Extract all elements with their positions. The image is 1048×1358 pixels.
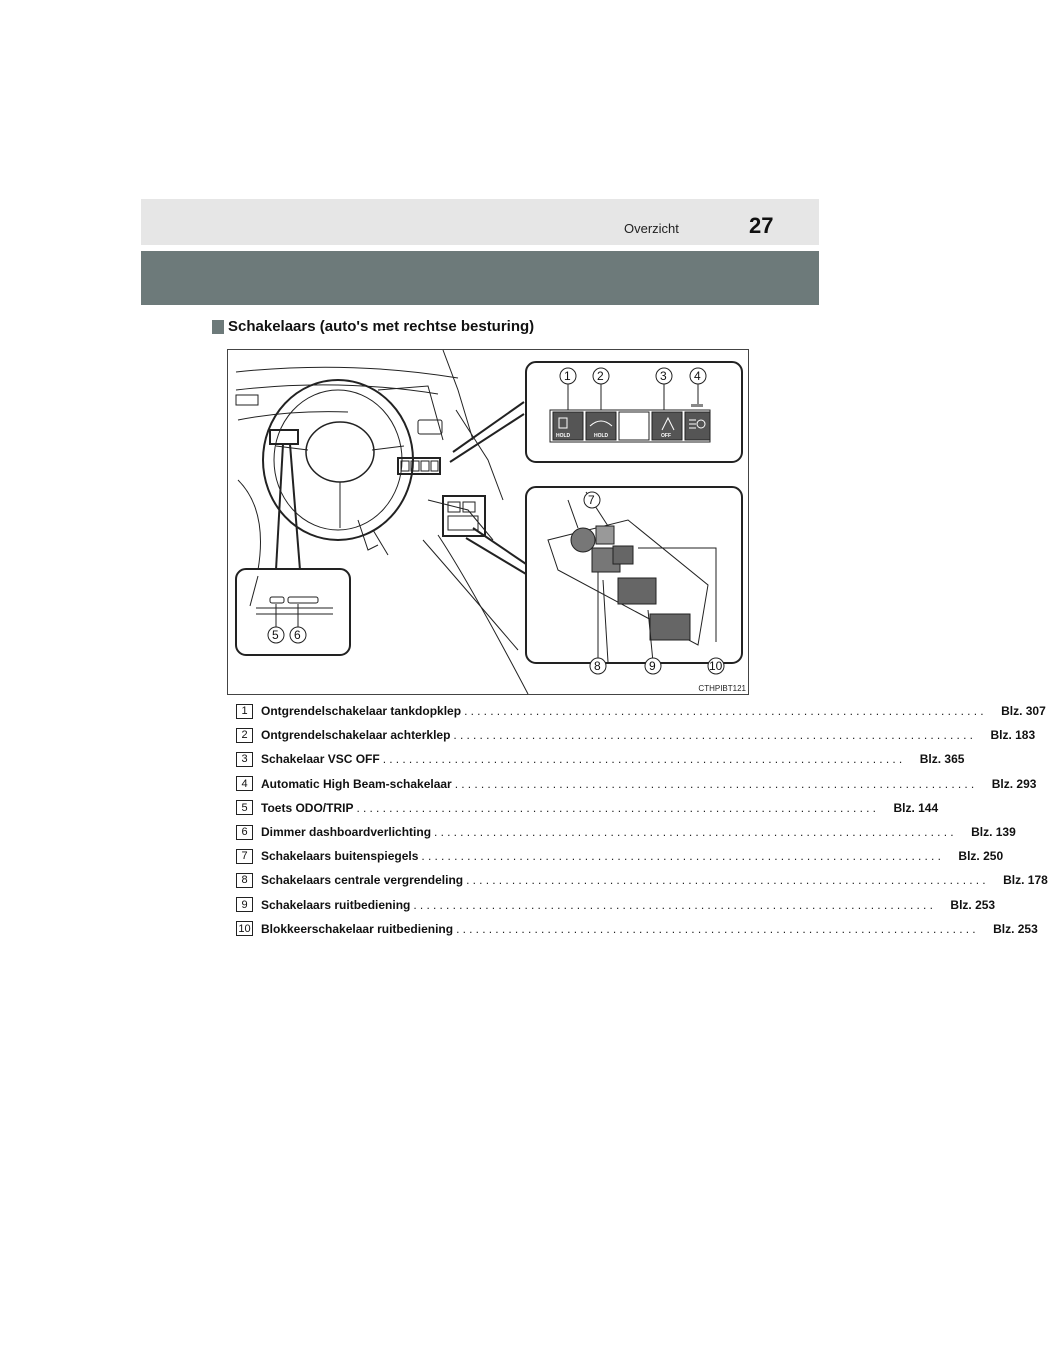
legend-number: 6	[236, 825, 253, 840]
leader-dots: ................................................................................	[454, 776, 978, 791]
callout-3	[656, 368, 672, 384]
callout-5	[268, 627, 284, 643]
dash-line	[238, 480, 261, 570]
switch	[421, 461, 429, 471]
page-reference[interactable]: Blz. 144	[893, 800, 939, 815]
leader-dots: ................................................................................	[421, 849, 945, 864]
off-label: OFF	[661, 433, 671, 439]
header-band	[141, 199, 819, 245]
connector-line	[450, 414, 524, 462]
legend-number: 5	[236, 800, 253, 815]
leader-dots: ................................................................................	[356, 800, 880, 815]
steering-wheel	[263, 380, 413, 540]
svg-text:7: 7	[588, 493, 595, 507]
callout-10	[708, 658, 724, 674]
callout-1	[560, 368, 576, 384]
inset-door-panel	[526, 487, 742, 663]
svg-text:4: 4	[694, 369, 701, 383]
legend-number: 4	[236, 776, 253, 791]
page-reference[interactable]: Blz. 253	[950, 897, 996, 912]
cluster-switch-box	[270, 430, 298, 444]
leader-dots: ................................................................................	[464, 704, 987, 719]
svg-text:9: 9	[649, 659, 656, 673]
legend-item	[236, 844, 1004, 868]
hold-label-2: HOLD	[594, 433, 609, 439]
legend-item	[236, 893, 996, 917]
pedal-line	[358, 520, 378, 550]
page-reference[interactable]: Blz. 365	[919, 752, 965, 767]
legend-number: 7	[236, 849, 253, 864]
page-reference[interactable]: Blz. 293	[991, 776, 1037, 791]
legend-label: Schakelaars buitenspiegels	[261, 849, 419, 864]
legend-number: 2	[236, 728, 253, 743]
legend-item	[236, 820, 1016, 844]
legend-list	[236, 699, 1048, 941]
dash-line	[236, 367, 458, 378]
lock-switch	[613, 546, 633, 564]
callout-2	[593, 368, 609, 384]
callout-8	[590, 658, 606, 674]
window-switch-front	[618, 578, 656, 604]
leader-dots: ................................................................................	[434, 825, 957, 840]
figure-code: CTHPIBT121	[698, 684, 746, 693]
dash-line	[378, 386, 443, 440]
callout-7	[584, 492, 600, 508]
page-reference[interactable]: Blz. 139	[971, 825, 1016, 840]
legend-label: Dimmer dashboardverlichting	[261, 825, 432, 840]
page-reference[interactable]: Blz. 253	[993, 921, 1038, 936]
indicator-light	[691, 404, 703, 407]
svg-text:8: 8	[594, 659, 601, 673]
legend-item	[236, 917, 1038, 941]
legend-label: Ontgrendelschakelaar achterklep	[261, 728, 451, 743]
leader-dots: ................................................................................	[382, 752, 906, 767]
switch	[431, 461, 438, 471]
legend-number: 1	[236, 704, 253, 719]
legend-label: Ontgrendelschakelaar tankdopklep	[261, 704, 462, 719]
pillar-line	[456, 410, 503, 500]
legend-label: Schakelaar VSC OFF	[261, 752, 380, 767]
legend-item	[236, 723, 1036, 747]
empty-button-slot	[619, 412, 649, 440]
page-number: 27	[749, 213, 774, 238]
legend-number: 10	[236, 921, 253, 936]
leader-dots: ................................................................................	[466, 873, 989, 888]
legend-number: 9	[236, 897, 253, 912]
legend-item	[236, 699, 1046, 723]
dash-line	[238, 412, 348, 420]
inset-cluster-panel	[236, 569, 350, 655]
page-reference[interactable]: Blz. 183	[990, 728, 1036, 743]
legend-label: Schakelaars ruitbediening	[261, 897, 411, 912]
window-switch-rear	[650, 614, 690, 640]
page-reference[interactable]: Blz. 250	[958, 849, 1004, 864]
callout-4	[690, 368, 706, 384]
callout-9	[645, 658, 661, 674]
mirror-selector	[596, 526, 614, 544]
steering-hub	[306, 422, 374, 482]
svg-text:6: 6	[294, 628, 301, 642]
connector-line	[290, 444, 300, 570]
svg-text:5: 5	[272, 628, 279, 642]
legend-item	[236, 747, 965, 771]
legend-label: Toets ODO/TRIP	[261, 800, 354, 815]
hold-label-1: HOLD	[556, 433, 571, 439]
legend-label: Automatic High Beam-schakelaar	[261, 776, 452, 791]
subheading-text: Schakelaars (auto's met rechtse besturing)	[228, 318, 535, 335]
pedal-line	[373, 530, 388, 555]
page-reference[interactable]: Blz. 307	[1001, 704, 1046, 719]
vent	[236, 395, 258, 405]
steering-wheel-inner	[274, 390, 402, 530]
callout-6	[290, 627, 306, 643]
dash-line	[236, 385, 438, 394]
section-title: Overzicht	[624, 221, 679, 236]
svg-text:2: 2	[597, 369, 604, 383]
legend-item	[236, 772, 1037, 796]
legend-label: Blokkeerschakelaar ruitbediening	[261, 921, 454, 936]
mirror-knob	[571, 528, 595, 552]
console-line	[438, 535, 528, 694]
leader-dots: ................................................................................	[456, 921, 979, 936]
svg-text:3: 3	[660, 369, 667, 383]
page-reference[interactable]: Blz. 178	[1003, 873, 1048, 888]
legend-number: 8	[236, 873, 253, 888]
leader-dots: ................................................................................	[453, 728, 977, 743]
chapter-band	[141, 251, 819, 305]
leader-dots: ................................................................................	[413, 897, 937, 912]
legend-number: 3	[236, 752, 253, 767]
subheading-marker	[212, 320, 224, 334]
console-line	[423, 540, 518, 650]
svg-text:10: 10	[709, 659, 723, 673]
dash-line	[443, 350, 473, 440]
legend-item	[236, 868, 1048, 892]
legend-item	[236, 796, 939, 820]
dashboard-drawing	[228, 350, 748, 694]
svg-text:1: 1	[564, 369, 571, 383]
switches-illustration	[227, 349, 749, 695]
subheading	[212, 318, 534, 335]
legend-label: Schakelaars centrale vergrendeling	[261, 873, 464, 888]
